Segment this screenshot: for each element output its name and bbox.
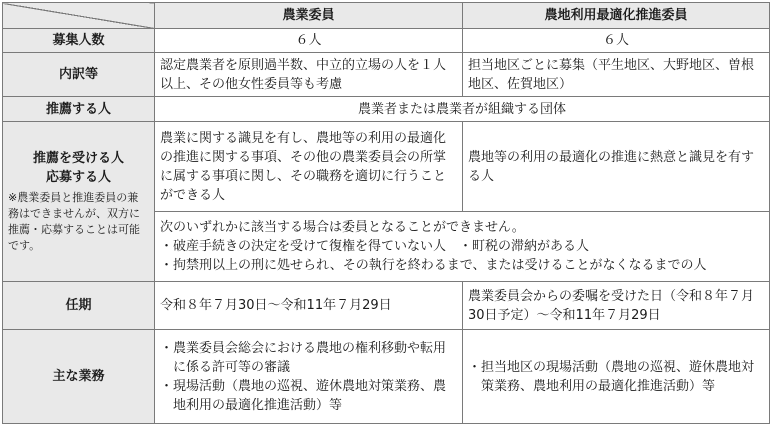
duties-col2 [463,330,770,424]
dual-role-note: ※農業委員と推進委員の兼務はできませんが、双方に推薦・応募することは可能です。 [8,191,140,252]
committee-recruitment-table [2,2,770,424]
label-recruit-count: 募集人数 [3,29,155,53]
header-promotion-committee: 農地利用最適化推進委員 [463,3,770,29]
label-recommender: 推薦する人 [3,97,155,122]
label-recommended-cell [3,122,155,282]
label-applicant: 応募する人 [45,170,111,185]
duty-2: ・現場活動（農地の巡視、遊休農地対策業務、農地利用の最適化推進活動）等 [160,378,447,413]
duty-1: ・農業委員会総会における農地の権利移動や転用に係る許可等の審議 [160,340,447,375]
disqualification-cell [155,212,770,282]
corner-cell [3,3,155,29]
header-agricultural-committee: 農業委員 [155,3,463,29]
recruit-count-col2: ６人 [463,29,770,53]
duties-col1 [155,330,463,424]
label-term: 任期 [3,282,155,330]
duty-3: ・担当地区の現場活動（農地の巡視、遊休農地対策業務、農地利用の最適化推進活動）等 [468,359,755,394]
recommended-col1: 農業に関する識見を有し、農地等の利用の最適化の推進に関する事項、その他の農業委員会の所掌に属する事項に関し、その職務を適切に行うことができる人 [155,122,463,212]
disqualification-1: ・破産手続きの決定を受けて復権を得ていない人 ・町税の滞納がある人 [160,239,590,254]
breakdown-col1: 認定農業者を原則過半数、中立的立場の人を１人以上、その他女性委員等も考慮 [155,53,463,97]
recommended-col2: 農地等の利用の最適化の推進に熱意と識見を有する人 [463,122,770,212]
disqualification-3: ・拘禁刑以上の刑に処せられ、その執行を終わるまで、または受けることがなくなるまでの人 [160,258,707,273]
label-breakdown: 内訳等 [3,53,155,97]
label-recommended: 推薦を受ける人 [32,151,124,166]
disqualification-2: ・町税の滞納がある人 [459,239,590,254]
recruit-count-col1: ６人 [155,29,463,53]
recommender-value: 農業者または農業者が組織する団体 [155,97,770,122]
label-main-duties: 主な業務 [3,330,155,424]
breakdown-col2: 担当地区ごとに募集（平生地区、大野地区、曽根地区、佐賀地区） [463,53,770,97]
term-col2: 農業委員会からの委嘱を受けた日（令和８年７月30日予定）～令和11年７月29日 [463,282,770,330]
term-col1: 令和８年７月30日～令和11年７月29日 [155,282,463,330]
disqualification-intro: 次のいずれかに該当する場合は委員となることができません。 [160,220,525,235]
